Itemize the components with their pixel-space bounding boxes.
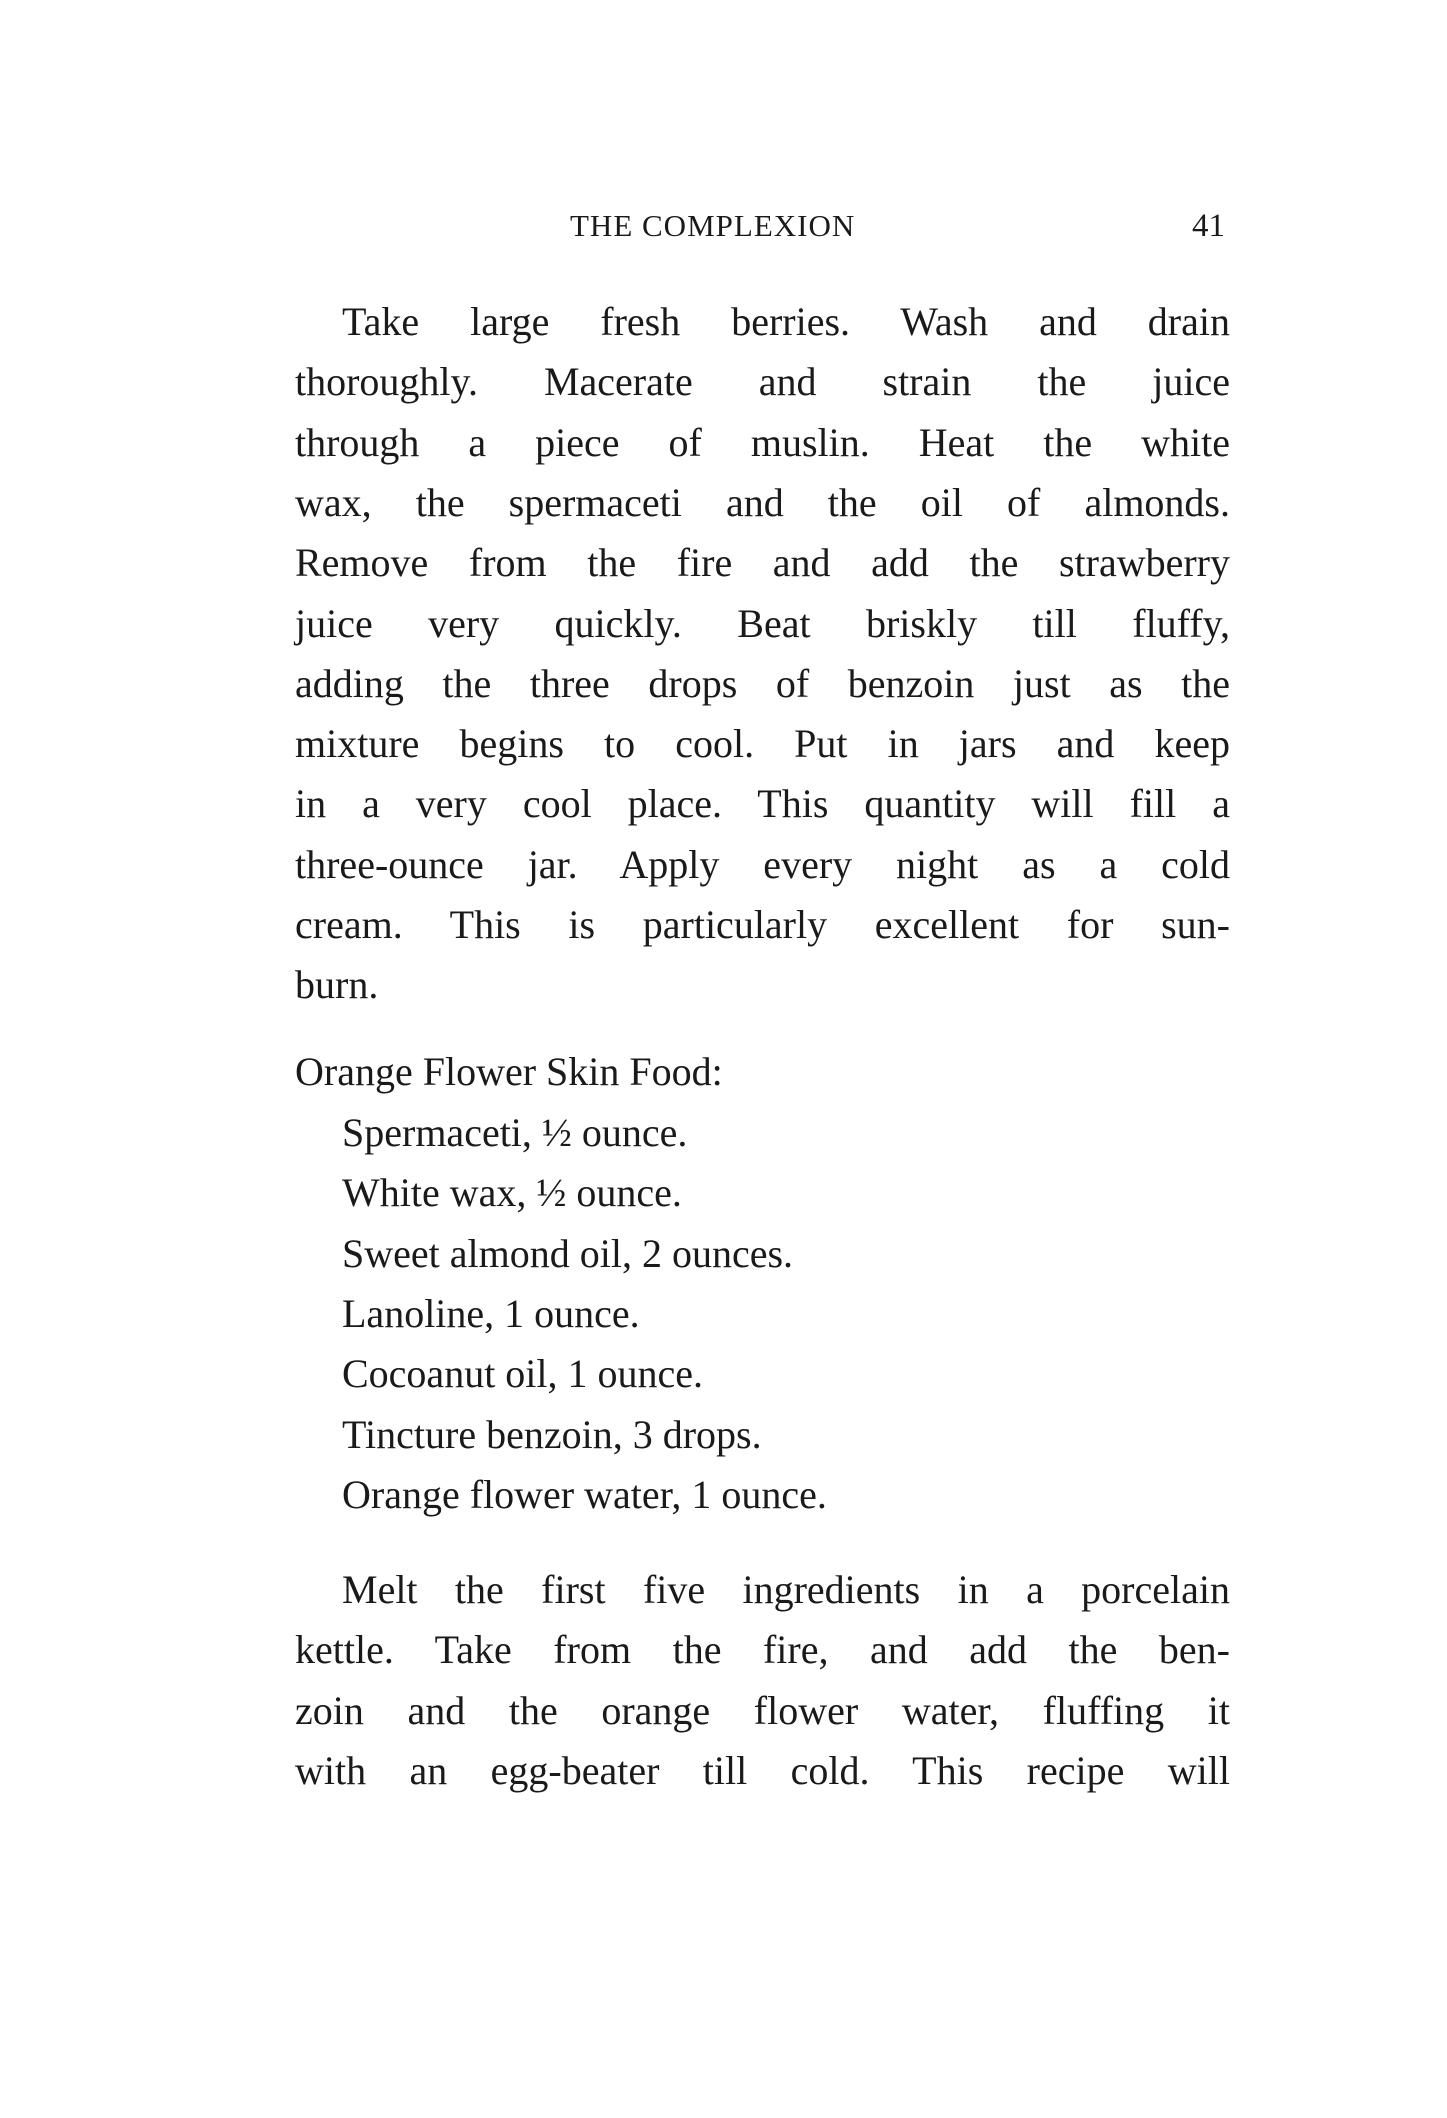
text-line: Take large fresh berries. Wash and drain <box>342 299 1230 344</box>
text-line: thoroughly. Macerate and strain the juice <box>295 359 1230 405</box>
text-line: burn. <box>295 962 379 1008</box>
ingredient-item: Cocoanut oil, 1 ounce. <box>342 1351 704 1397</box>
text-line: Remove from the fire and add the strawberry <box>295 540 1230 586</box>
ingredient-item: Lanoline, 1 ounce. <box>342 1290 640 1336</box>
page-number: 41 <box>1192 208 1225 244</box>
recipe-title: Orange Flower Skin Food: <box>295 1049 723 1094</box>
text-line: with an egg-beater till cold. This recipe will <box>295 1747 1230 1793</box>
text-line: zoin and the orange flower water, fluffing it <box>295 1687 1230 1733</box>
text-line: wax, the spermaceti and the oil of almonds. <box>295 479 1230 525</box>
text-line: three-ounce jar. Apply every night as a cold <box>295 841 1230 887</box>
text-line: Melt the first five ingredients in a porcelain <box>342 1567 1230 1612</box>
text-line: kettle. Take from the fire, and add the ben- <box>295 1627 1230 1673</box>
ingredient-item: White wax, ½ ounce. <box>342 1170 682 1216</box>
text-line: cream. This is particularly excellent for sun- <box>295 902 1230 947</box>
text-line: in a very cool place. This quantity will fill a <box>295 781 1230 827</box>
text-line: mixture begins to cool. Put in jars and keep <box>295 721 1230 767</box>
text-line: through a piece of muslin. Heat the white <box>295 419 1230 465</box>
text-line: juice very quickly. Beat briskly till fluffy, <box>295 600 1230 646</box>
text-line: adding the three drops of benzoin just as the <box>295 660 1230 706</box>
running-header: THE COMPLEXION <box>570 208 856 243</box>
ingredient-item: Spermaceti, ½ ounce. <box>342 1110 688 1155</box>
ingredient-item: Tincture benzoin, 3 drops. <box>342 1411 762 1457</box>
ingredient-item: Sweet almond oil, 2 ounces. <box>342 1230 794 1276</box>
ingredient-item: Orange flower water, 1 ounce. <box>342 1471 827 1517</box>
